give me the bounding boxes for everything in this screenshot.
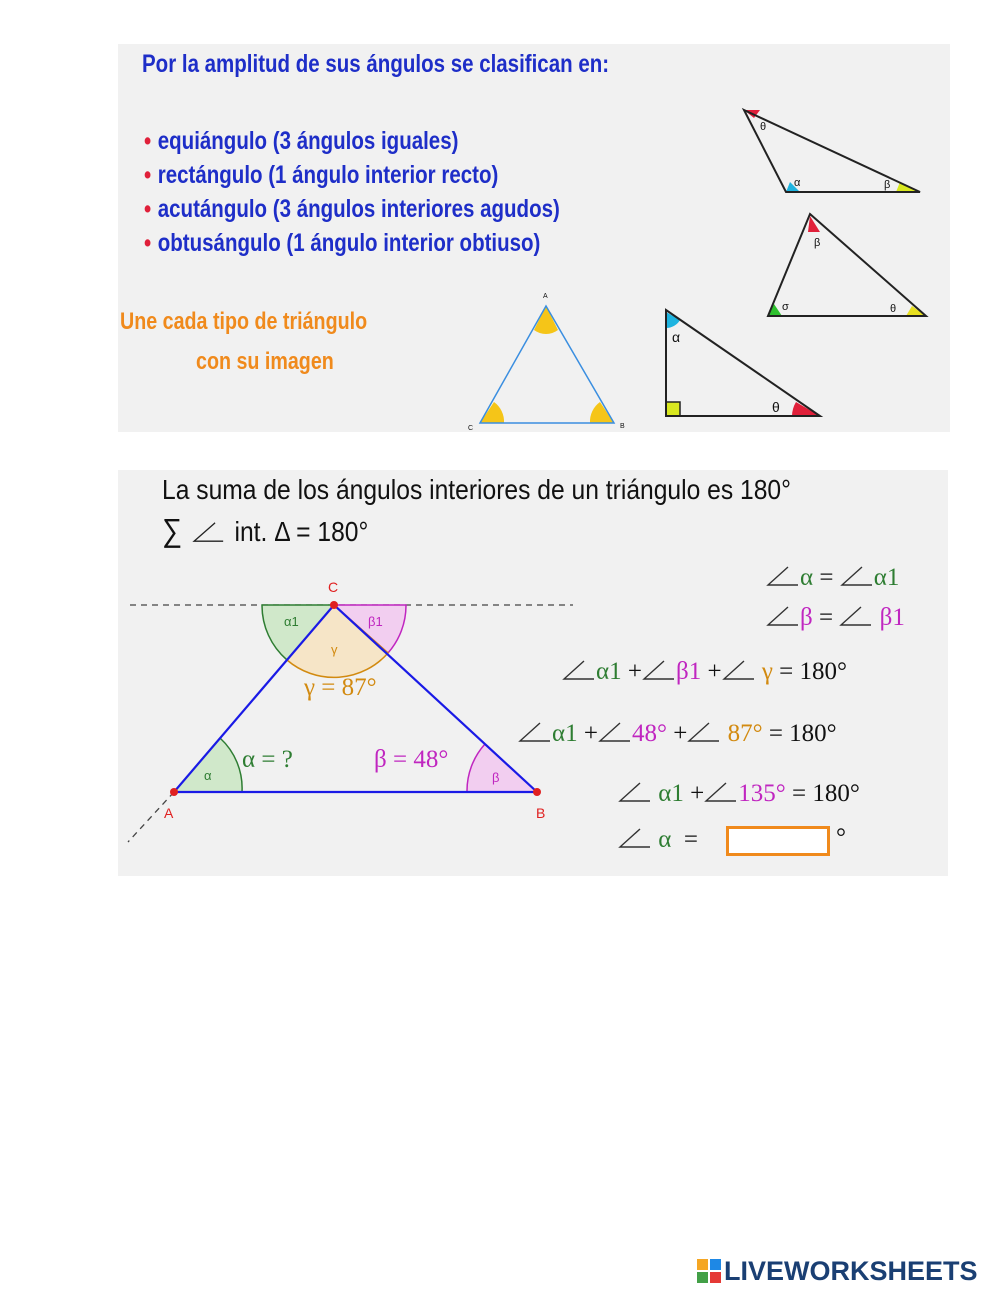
classification-list — [144, 124, 560, 260]
sum-formula-text: int. Δ = 180° — [234, 516, 369, 547]
equation-1: α = α1 — [766, 564, 899, 592]
sum-formula — [162, 512, 368, 549]
alpha-value-text: α = ? — [242, 746, 293, 773]
list-item-obtusangulo: • obtusángulo (1 ángulo interior obtiuso) — [144, 226, 560, 260]
obtuse-triangle-shape — [744, 110, 920, 192]
beta-value-text: β = 48° — [374, 746, 449, 773]
angle-icon — [722, 659, 756, 681]
alpha1-marker-label: α1 — [284, 614, 299, 629]
gamma-value-text: γ = 87° — [304, 674, 377, 701]
acute-triangle-shape — [768, 214, 926, 316]
gamma-marker-label: γ — [331, 642, 338, 657]
vertex-b-point[interactable] — [533, 788, 541, 796]
angle-icon — [839, 605, 873, 627]
right-alpha-label: α — [672, 329, 681, 345]
equilateral-vertex-a-label: A — [543, 293, 548, 300]
equilateral-triangle-figure[interactable] — [464, 288, 630, 432]
liveworksheets-logo-text: LIVEWORKSHEETS — [724, 1255, 978, 1286]
list-item-acutangulo: • acutángulo (3 ángulos interiores agudos) — [144, 192, 560, 226]
acute-beta-label: β — [814, 237, 821, 249]
equilateral-angle-b-marker — [590, 402, 614, 423]
classification-heading: Por la amplitud de sus ángulos se clasifican en: — [142, 50, 610, 78]
vertex-a-label: A — [164, 805, 174, 821]
angle-icon — [642, 659, 676, 681]
angle-icon — [562, 659, 596, 681]
beta1-marker-label: β1 — [368, 614, 383, 629]
angle-icon — [766, 605, 800, 627]
vertex-b-label: B — [536, 805, 546, 821]
angle-icon — [618, 781, 652, 803]
equilateral-vertex-b-label: B — [620, 423, 625, 430]
acute-sigma-label: σ — [782, 301, 789, 313]
obtuse-theta-label: θ — [760, 121, 767, 133]
alpha-angle-marker — [174, 738, 242, 792]
angle-icon — [766, 565, 800, 587]
angle-icon — [840, 565, 874, 587]
list-item-rectangulo: • rectángulo (1 ángulo interior recto) — [144, 158, 560, 192]
classification-panel — [118, 44, 950, 432]
list-item-equiangulo: • equiángulo (3 ángulos iguales) — [144, 124, 560, 158]
angle-icon — [618, 827, 652, 849]
obtuse-alpha-label: α — [794, 177, 801, 189]
right-triangle-figure[interactable] — [660, 306, 826, 422]
angle-icon — [189, 521, 228, 543]
beta-angle-marker — [467, 744, 537, 792]
equilateral-angle-c-marker — [480, 402, 504, 423]
angle-icon — [687, 721, 721, 743]
equilateral-vertex-c-label: C — [468, 425, 474, 432]
angle-icon — [598, 721, 632, 743]
obtuse-beta-label: β — [884, 179, 891, 191]
vertex-c-label: C — [328, 579, 339, 595]
acute-theta-label: θ — [890, 303, 897, 315]
obtuse-triangle-figure[interactable] — [738, 104, 928, 196]
right-triangle-shape — [666, 310, 820, 416]
alpha-answer-input[interactable] — [726, 826, 830, 856]
liveworksheets-logo-icon — [697, 1259, 721, 1283]
beta-marker-label: β — [492, 770, 500, 785]
degree-symbol: ° — [836, 824, 846, 851]
sigma-icon: ∑ — [162, 512, 183, 548]
right-angle-square-marker — [666, 402, 680, 416]
equation-3: α1 + β1 + γ = 180° — [562, 658, 847, 686]
vertex-a-point[interactable] — [170, 788, 178, 796]
vertex-c-point[interactable] — [330, 601, 338, 609]
equation-6: α = — [618, 826, 698, 854]
equation-5: α1 + 135° = 180° — [618, 780, 860, 808]
right-theta-label: θ — [772, 399, 780, 415]
equation-2: β = β1 — [766, 604, 905, 632]
alpha-marker-label: α — [204, 768, 212, 783]
instruction-line1: Une cada tipo de triángulo — [120, 308, 368, 335]
angle-sum-panel — [118, 470, 948, 876]
sum-title: La suma de los ángulos interiores de un triángulo es 180° — [162, 474, 791, 505]
equation-4: α1 + 48° + 87° = 180° — [518, 720, 837, 748]
angle-icon — [518, 721, 552, 743]
angle-icon — [704, 781, 738, 803]
instruction-line2: con su imagen — [196, 348, 334, 375]
liveworksheets-logo — [697, 1255, 978, 1287]
